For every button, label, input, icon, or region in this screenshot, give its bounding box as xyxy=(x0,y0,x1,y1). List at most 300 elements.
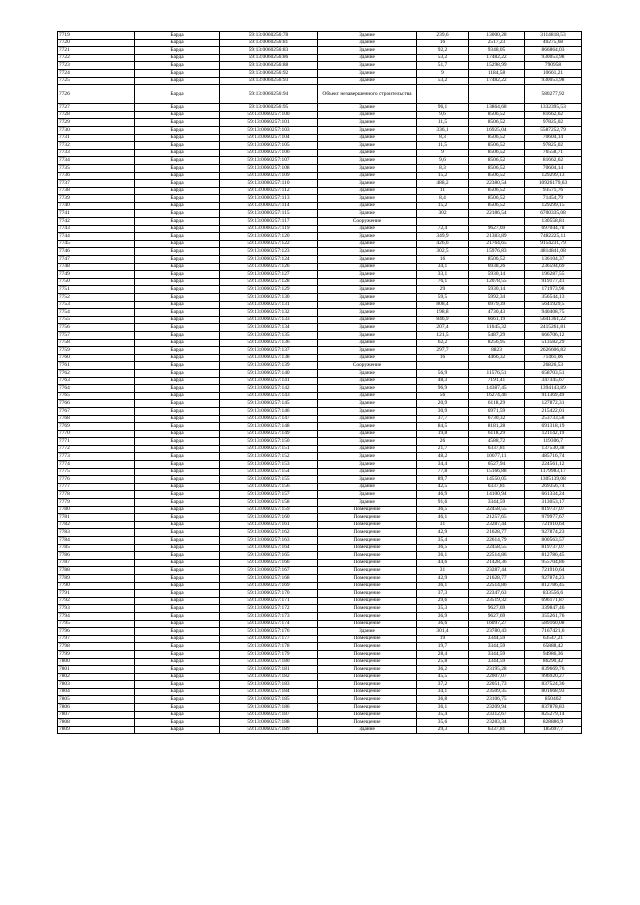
rate-cell: 8181,28 xyxy=(469,423,525,431)
cadastral-number-cell: 59:13:0060257:110 xyxy=(220,180,318,188)
cadastral-number-cell: 59:13:0060257:130 xyxy=(220,294,318,302)
cadastral-value-cell: 819737,07 xyxy=(525,544,582,552)
cadastral-number-cell: 59:13:0060257:133 xyxy=(220,316,318,324)
city-cell: Барда xyxy=(135,666,220,674)
table-row xyxy=(58,142,582,150)
cadastral-value-cell: 136104,37 xyxy=(525,256,582,264)
row-number-cell: 7804 xyxy=(58,688,135,696)
rate-cell: 15976,83 xyxy=(469,248,525,256)
table-row xyxy=(58,324,582,332)
object-type-cell: Здание xyxy=(318,392,417,400)
row-number-cell: 7766 xyxy=(58,400,135,408)
cadastral-number-cell: 59:13:0060256:81 xyxy=(220,39,318,47)
cadastral-value-cell: 347345,67 xyxy=(525,377,582,385)
area-cell: 62,2 xyxy=(417,339,469,347)
cadastral-value-cell: 196287,55 xyxy=(525,271,582,279)
table-row xyxy=(58,696,582,704)
table-row xyxy=(58,521,582,529)
cadastral-number-cell: 59:13:0060257:141 xyxy=(220,377,318,385)
city-cell: Барда xyxy=(135,445,220,453)
row-number-cell: 7745 xyxy=(58,240,135,248)
object-type-cell: Помещение xyxy=(318,521,417,529)
row-number-cell: 7763 xyxy=(58,377,135,385)
cadastral-value-cell: 5641361,22 xyxy=(525,316,582,324)
cadastral-value-cell: 130558,81 xyxy=(525,218,582,226)
cadastral-number-cell: 59:13:0060257:164 xyxy=(220,544,318,552)
rate-cell: 5487,29 xyxy=(469,331,525,339)
table-row xyxy=(58,294,582,302)
table-row xyxy=(58,605,582,613)
row-number-cell: 7744 xyxy=(58,233,135,241)
row-number-cell: 7754 xyxy=(58,309,135,317)
row-number-cell: 7746 xyxy=(58,248,135,256)
area-cell: 29,3 xyxy=(417,726,469,734)
cadastral-number-cell: 59:13:0060257:188 xyxy=(220,719,318,727)
row-number-cell: 7756 xyxy=(58,324,135,332)
cadastral-value-cell: 7167421,6 xyxy=(525,628,582,636)
table-row xyxy=(58,400,582,408)
cadastral-value-cell: 127872,31 xyxy=(525,400,582,408)
city-cell: Барда xyxy=(135,628,220,636)
cadastral-number-cell: 59:13:0060257:140 xyxy=(220,369,318,377)
rate-cell: 6979,39 xyxy=(469,301,525,309)
object-type-cell: Здание xyxy=(318,286,417,294)
cadastral-number-cell: 59:13:0060256:95 xyxy=(220,104,318,112)
table-row xyxy=(58,164,582,172)
table-row xyxy=(58,590,582,598)
city-cell: Барда xyxy=(135,476,220,484)
area-cell: 35,3 xyxy=(417,605,469,613)
object-type-cell: Здание xyxy=(318,423,417,431)
object-type-cell: Помещение xyxy=(318,673,417,681)
row-number-cell: 7805 xyxy=(58,696,135,704)
object-type-cell: Здание xyxy=(318,187,417,195)
object-type-cell: Помещение xyxy=(318,658,417,666)
area-cell: 76,1 xyxy=(417,278,469,286)
object-type-cell: Здание xyxy=(318,316,417,324)
table-row xyxy=(58,347,582,355)
row-number-cell: 7750 xyxy=(58,278,135,286)
area-cell: 28,4 xyxy=(417,650,469,658)
area-cell: 16 xyxy=(417,39,469,47)
object-type-cell: Здание xyxy=(318,628,417,636)
rate-cell: 6971,59 xyxy=(469,407,525,415)
object-type-cell: Здание xyxy=(318,309,417,317)
table-row xyxy=(58,537,582,545)
table-row xyxy=(58,666,582,674)
city-cell: Барда xyxy=(135,423,220,431)
row-number-cell: 7782 xyxy=(58,521,135,529)
area-cell: 92,2 xyxy=(417,47,469,55)
table-row xyxy=(58,271,582,279)
object-type-cell: Здание xyxy=(318,210,417,218)
cadastral-number-cell: 59:13:0060257:113 xyxy=(220,195,318,203)
object-type-cell: Здание xyxy=(318,248,417,256)
cadastral-value-cell: 81662,62 xyxy=(525,157,582,165)
cadastral-value-cell: 70604,14 xyxy=(525,134,582,142)
object-type-cell: Здание xyxy=(318,32,417,40)
area-cell: 19,7 xyxy=(417,643,469,651)
cadastral-number-cell: 59:13:0060257:146 xyxy=(220,407,318,415)
city-cell: Барда xyxy=(135,172,220,180)
table-row xyxy=(58,461,582,469)
cadastral-number-cell: 59:13:0060256:86 xyxy=(220,54,318,62)
rate-cell: 5930,14 xyxy=(469,286,525,294)
row-number-cell: 7743 xyxy=(58,225,135,233)
city-cell: Барда xyxy=(135,650,220,658)
area-cell: 846,9 xyxy=(417,316,469,324)
cadastral-number-cell: 59:13:0060256:94 xyxy=(220,85,318,104)
object-type-cell: Здание xyxy=(318,476,417,484)
area-cell: 19 xyxy=(417,635,469,643)
row-number-cell: 7759 xyxy=(58,347,135,355)
city-cell: Барда xyxy=(135,385,220,393)
cadastral-number-cell: 59:13:0060257:156 xyxy=(220,483,318,491)
cadastral-number-cell: 59:13:0060257:186 xyxy=(220,704,318,712)
row-number-cell: 7758 xyxy=(58,339,135,347)
object-type-cell: Здание xyxy=(318,233,417,241)
cadastral-number-cell: 59:13:0060257:139 xyxy=(220,362,318,370)
table-row xyxy=(58,643,582,651)
rate-cell: 8506,52 xyxy=(469,195,525,203)
city-cell: Барда xyxy=(135,263,220,271)
table-row xyxy=(58,430,582,438)
row-number-cell: 7734 xyxy=(58,157,135,165)
area-cell: 488,2 xyxy=(417,180,469,188)
object-type-cell: Здание xyxy=(318,126,417,134)
area-cell: 44,6 xyxy=(417,559,469,567)
cadastral-number-cell: 59:13:0060257:100 xyxy=(220,111,318,119)
area-cell: 84,5 xyxy=(417,423,469,431)
row-number-cell: 7802 xyxy=(58,673,135,681)
table-row xyxy=(58,552,582,560)
cadastral-value-cell: 119306,7 xyxy=(525,438,582,446)
table-row xyxy=(58,491,582,499)
row-number-cell: 7775 xyxy=(58,468,135,476)
table-row xyxy=(58,47,582,55)
object-type-cell: Здание xyxy=(318,377,417,385)
rate-cell: 8506,52 xyxy=(469,134,525,142)
row-number-cell: 7790 xyxy=(58,582,135,590)
cadastral-value-cell: 696171,87 xyxy=(525,597,582,605)
area-cell: 25,8 xyxy=(417,658,469,666)
area-cell: 37,2 xyxy=(417,681,469,689)
rate-cell: 14100,94 xyxy=(469,491,525,499)
cadastral-value-cell: 76558,71 xyxy=(525,149,582,157)
area-cell xyxy=(417,85,469,104)
rate-cell: 11576,51 xyxy=(469,369,525,377)
city-cell: Барда xyxy=(135,218,220,226)
area-cell: 36,8 xyxy=(417,696,469,704)
rate-cell: 6527,94 xyxy=(469,461,525,469)
area-cell: 46,1 xyxy=(417,514,469,522)
cadastral-number-cell: 59:13:0060257:114 xyxy=(220,202,318,210)
city-cell: Барда xyxy=(135,582,220,590)
row-number-cell: 7730 xyxy=(58,126,135,134)
row-number-cell: 7731 xyxy=(58,134,135,142)
row-number-cell: 7769 xyxy=(58,423,135,431)
object-type-cell: Помещение xyxy=(318,605,417,613)
city-cell: Барда xyxy=(135,468,220,476)
city-cell: Барда xyxy=(135,491,220,499)
table-row xyxy=(58,385,582,393)
data-table xyxy=(57,31,582,734)
cadastral-value-cell: 1332395,53 xyxy=(525,104,582,112)
city-cell: Барда xyxy=(135,157,220,165)
cadastral-number-cell: 59:13:0060257:143 xyxy=(220,392,318,400)
area-cell: 31 xyxy=(417,567,469,575)
area-cell: 297,7 xyxy=(417,347,469,355)
table-row xyxy=(58,612,582,620)
cadastral-number-cell: 59:13:0060257:109 xyxy=(220,172,318,180)
row-number-cell: 7737 xyxy=(58,180,135,188)
area-cell: 35,4 xyxy=(417,537,469,545)
area-cell: 34,4 xyxy=(417,461,469,469)
table-row xyxy=(58,476,582,484)
city-cell: Барда xyxy=(135,316,220,324)
row-number-cell: 7791 xyxy=(58,590,135,598)
row-number-cell: 7740 xyxy=(58,202,135,210)
city-cell: Барда xyxy=(135,688,220,696)
object-type-cell: Здание xyxy=(318,77,417,85)
area-cell: 53,2 xyxy=(417,77,469,85)
row-number-cell: 7800 xyxy=(58,658,135,666)
rate-cell: 9627,69 xyxy=(469,612,525,620)
city-cell: Барда xyxy=(135,711,220,719)
table-row xyxy=(58,126,582,134)
rate-cell: 9627,69 xyxy=(469,225,525,233)
rate-cell xyxy=(469,362,525,370)
cadastral-number-cell: 59:13:0060257:145 xyxy=(220,400,318,408)
row-number-cell: 7753 xyxy=(58,301,135,309)
area-cell: 426,6 xyxy=(417,240,469,248)
area-cell: 21,7 xyxy=(417,445,469,453)
rate-cell: 6118,29 xyxy=(469,430,525,438)
cadastral-value-cell: 5587252,79 xyxy=(525,126,582,134)
cadastral-number-cell: 59:13:0060257:124 xyxy=(220,256,318,264)
cadastral-number-cell: 59:13:0060257:137 xyxy=(220,347,318,355)
city-cell: Барда xyxy=(135,256,220,264)
rate-cell: 14550,05 xyxy=(469,476,525,484)
area-cell: 15,2 xyxy=(417,202,469,210)
object-type-cell: Помещение xyxy=(318,704,417,712)
table-row xyxy=(58,263,582,271)
rate-cell: 3344,59 xyxy=(469,635,525,643)
rate-cell: 17482,22 xyxy=(469,77,525,85)
row-number-cell: 7749 xyxy=(58,271,135,279)
row-number-cell: 7742 xyxy=(58,218,135,226)
rate-cell: 6938,26 xyxy=(469,263,525,271)
cadastral-number-cell: 59:13:0060257:104 xyxy=(220,134,318,142)
city-cell: Барда xyxy=(135,719,220,727)
cadastral-value-cell: 866864,03 xyxy=(525,47,582,55)
cadastral-value-cell: 940408,75 xyxy=(525,309,582,317)
object-type-cell: Здание xyxy=(318,172,417,180)
cadastral-value-cell: 5641929,5 xyxy=(525,301,582,309)
city-cell: Барда xyxy=(135,529,220,537)
object-type-cell: Здание xyxy=(318,407,417,415)
cadastral-value-cell: 65888,42 xyxy=(525,643,582,651)
cadastral-value-cell: 1394143,89 xyxy=(525,385,582,393)
object-type-cell: Здание xyxy=(318,491,417,499)
city-cell: Барда xyxy=(135,506,220,514)
area-cell: 34,1 xyxy=(417,263,469,271)
cadastral-number-cell: 59:13:0060257:170 xyxy=(220,590,318,598)
cadastral-number-cell: 59:13:0060257:128 xyxy=(220,278,318,286)
cadastral-number-cell: 59:13:0060257:189 xyxy=(220,726,318,734)
rate-cell: 8506,52 xyxy=(469,164,525,172)
cadastral-number-cell: 59:13:0060257:172 xyxy=(220,605,318,613)
object-type-cell: Здание xyxy=(318,430,417,438)
cadastral-value-cell: 800563,57 xyxy=(525,537,582,545)
table-row xyxy=(58,187,582,195)
area-cell: 9 xyxy=(417,149,469,157)
object-type-cell: Здание xyxy=(318,180,417,188)
city-cell: Барда xyxy=(135,126,220,134)
table-row xyxy=(58,301,582,309)
rate-cell: 22007,07 xyxy=(469,673,525,681)
cadastral-value-cell: 837878,83 xyxy=(525,704,582,712)
city-cell: Барда xyxy=(135,149,220,157)
cadastral-value-cell: 580277,92 xyxy=(525,85,582,104)
table-row xyxy=(58,483,582,491)
table-row xyxy=(58,673,582,681)
cadastral-number-cell: 59:13:0060257:162 xyxy=(220,529,318,537)
city-cell: Барда xyxy=(135,271,220,279)
object-type-cell: Здание xyxy=(318,263,417,271)
row-number-cell: 7783 xyxy=(58,529,135,537)
row-number-cell: 7794 xyxy=(58,612,135,620)
cadastral-number-cell: 59:13:0060257:159 xyxy=(220,506,318,514)
row-number-cell: 7771 xyxy=(58,438,135,446)
city-cell: Барда xyxy=(135,294,220,302)
cadastral-value-cell: 6700335,08 xyxy=(525,210,582,218)
cadastral-value-cell: 589160,08 xyxy=(525,620,582,628)
city-cell: Барда xyxy=(135,643,220,651)
table-row xyxy=(58,331,582,339)
row-number-cell: 7787 xyxy=(58,559,135,567)
rate-cell: 23519,32 xyxy=(469,597,525,605)
area-cell: 56,9 xyxy=(417,369,469,377)
cadastral-number-cell: 59:13:0060256:92 xyxy=(220,69,318,77)
city-cell: Барда xyxy=(135,590,220,598)
area-cell: 42,9 xyxy=(417,574,469,582)
object-type-cell: Здание xyxy=(318,47,417,55)
rate-cell: 8506,52 xyxy=(469,111,525,119)
area-cell: 35,4 xyxy=(417,711,469,719)
city-cell: Барда xyxy=(135,605,220,613)
area-cell: 29 xyxy=(417,286,469,294)
object-type-cell: Здание xyxy=(318,354,417,362)
city-cell: Барда xyxy=(135,62,220,70)
city-cell: Барда xyxy=(135,407,220,415)
city-cell: Барда xyxy=(135,248,220,256)
area-cell: 37,3 xyxy=(417,590,469,598)
city-cell: Барда xyxy=(135,362,220,370)
cadastral-value-cell: 71461,06 xyxy=(525,354,582,362)
object-type-cell: Здание xyxy=(318,445,417,453)
rate-cell: 8823 xyxy=(469,347,525,355)
object-type-cell: Здание xyxy=(318,62,417,70)
cadastral-number-cell: 59:13:0060257:107 xyxy=(220,157,318,165)
cadastral-number-cell: 59:13:0060257:117 xyxy=(220,218,318,226)
row-number-cell: 7762 xyxy=(58,369,135,377)
area-cell xyxy=(417,362,469,370)
cadastral-value-cell: 224561,12 xyxy=(525,461,582,469)
object-type-cell: Здание xyxy=(318,278,417,286)
cadastral-number-cell: 59:13:0060257:184 xyxy=(220,688,318,696)
row-number-cell: 7792 xyxy=(58,597,135,605)
cadastral-number-cell: 59:13:0060257:187 xyxy=(220,711,318,719)
area-cell: 9 xyxy=(417,69,469,77)
cadastral-value-cell: 356544,13 xyxy=(525,294,582,302)
cadastral-value-cell: 721910,64 xyxy=(525,567,582,575)
cadastral-value-cell: 930053,98 xyxy=(525,77,582,85)
row-number-cell: 7768 xyxy=(58,415,135,423)
city-cell: Барда xyxy=(135,726,220,734)
area-cell: 42,5 xyxy=(417,483,469,491)
object-type-cell: Здание xyxy=(318,164,417,172)
row-number-cell: 7796 xyxy=(58,628,135,636)
row-number-cell: 7721 xyxy=(58,47,135,55)
city-cell: Барда xyxy=(135,369,220,377)
area-cell: 59,5 xyxy=(417,294,469,302)
cadastral-number-cell: 59:13:0060257:127 xyxy=(220,271,318,279)
table-row xyxy=(58,119,582,127)
table-row xyxy=(58,256,582,264)
object-type-cell: Здание xyxy=(318,468,417,476)
row-number-cell: 7751 xyxy=(58,286,135,294)
object-type-cell: Здание xyxy=(318,324,417,332)
object-type-cell: Здание xyxy=(318,39,417,47)
cadastral-value-cell: 790958 xyxy=(525,62,582,70)
rate-cell: 15298,99 xyxy=(469,62,525,70)
cadastral-value-cell: 996920,27 xyxy=(525,673,582,681)
table-row xyxy=(58,628,582,636)
city-cell: Барда xyxy=(135,635,220,643)
rate-cell: 6118,29 xyxy=(469,400,525,408)
cadastral-number-cell: 59:13:0060257:152 xyxy=(220,453,318,461)
cadastral-number-cell: 59:13:0060257:178 xyxy=(220,643,318,651)
cadastral-value-cell: 26826,53 xyxy=(525,362,582,370)
area-cell: 96,1 xyxy=(417,104,469,112)
cadastral-number-cell: 59:13:0060257:106 xyxy=(220,149,318,157)
row-number-cell: 7809 xyxy=(58,726,135,734)
city-cell: Барда xyxy=(135,202,220,210)
cadastral-value-cell: 979977,67 xyxy=(525,514,582,522)
city-cell: Барда xyxy=(135,673,220,681)
cadastral-value-cell: 40275,68 xyxy=(525,39,582,47)
object-type-cell: Помещение xyxy=(318,582,417,590)
cadastral-number-cell: 59:13:0060257:112 xyxy=(220,187,318,195)
cadastral-value-cell: 661334,24 xyxy=(525,491,582,499)
area-cell: 46,9 xyxy=(417,491,469,499)
rate-cell: 6337,81 xyxy=(469,445,525,453)
table-row xyxy=(58,726,582,734)
rate-cell: 22514,86 xyxy=(469,582,525,590)
cadastral-value-cell: 819737,07 xyxy=(525,506,582,514)
object-type-cell: Здание xyxy=(318,385,417,393)
cadastral-value-cell: 911369,49 xyxy=(525,392,582,400)
area-cell: 36,1 xyxy=(417,704,469,712)
city-cell: Барда xyxy=(135,658,220,666)
area-cell: 19,8 xyxy=(417,430,469,438)
cadastral-number-cell: 59:13:0060257:157 xyxy=(220,491,318,499)
city-cell: Барда xyxy=(135,111,220,119)
table-row xyxy=(58,650,582,658)
city-cell: Барда xyxy=(135,597,220,605)
object-type-cell: Здание xyxy=(318,499,417,507)
